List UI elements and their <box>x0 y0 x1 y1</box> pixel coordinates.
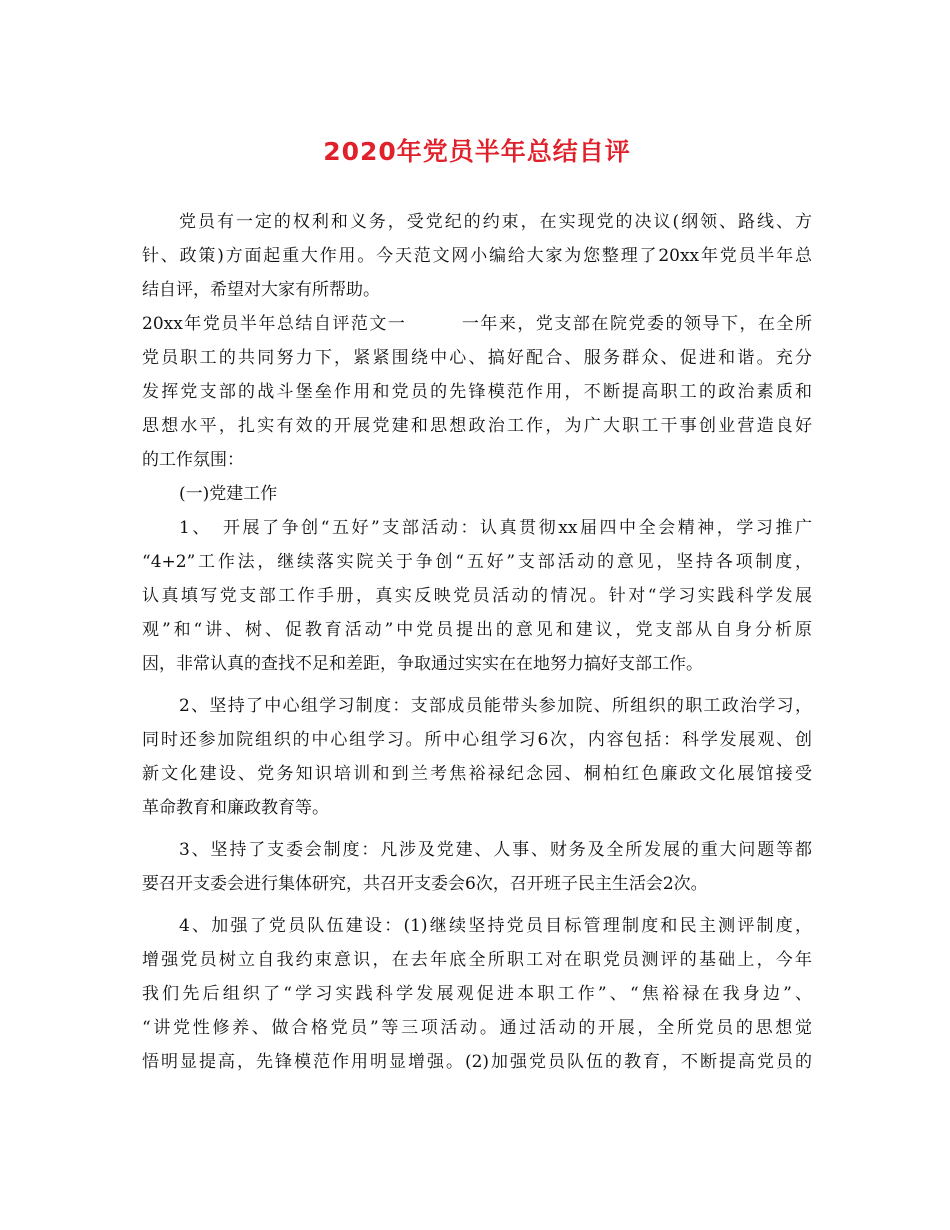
body-line: “4+2”工作法，继续落实院关于争创“五好”支部活动的意见，坚持各项制度， <box>142 552 812 572</box>
body-line: 结自评，希望对大家有所帮助。 <box>142 280 380 300</box>
body-line: 同时还参加院组织的中心组学习。所中心组学习6次，内容包括：科学发展观、创 <box>142 730 812 750</box>
body-line: 思想水平，扎实有效的开展党建和思想政治工作，为广大职工干事创业营造良好 <box>142 416 812 436</box>
body-line: 观”和“讲、树、促教育活动”中党员提出的意见和建议，党支部从自身分析原 <box>142 620 812 640</box>
body-line: “讲党性修养、做合格党员”等三项活动。通过活动的开展，全所党员的思想觉 <box>142 1018 812 1038</box>
body-line: 要召开支委会进行集体研究，共召开支委会6次，召开班子民主生活会2次。 <box>142 874 708 894</box>
body-line: 20xx年党员半年总结自评范文一 一年来，党支部在院党委的领导下，在全所 <box>142 314 812 334</box>
body-line: 我们先后组织了“学习实践科学发展观促进本职工作”、“焦裕禄在我身边”、 <box>142 984 812 1004</box>
section-heading: (一)党建工作 <box>179 484 278 504</box>
body-line: 党员有一定的权利和义务，受党纪的约束，在实现党的决议(纲领、路线、方 <box>179 212 812 232</box>
document-title: 2020年党员半年总结自评 <box>323 137 631 166</box>
body-line: 新文化建设、党务知识培训和到兰考焦裕禄纪念园、桐柏红色廉政文化展馆接受 <box>142 764 812 784</box>
document-body <box>142 205 812 1079</box>
body-line: 党员职工的共同努力下，紧紧围绕中心、搞好配合、服务群众、促进和谐。充分 <box>142 348 812 368</box>
body-line: 4、加强了党员队伍建设：(1)继续坚持党员目标管理制度和民主测评制度， <box>179 916 812 936</box>
body-line: 1、 开展了争创“五好”支部活动：认真贯彻xx届四中全会精神，学习推广 <box>179 518 812 538</box>
body-line: 针、政策)方面起重大作用。今天范文网小编给大家为您整理了20xx年党员半年总 <box>142 246 812 266</box>
body-line: 的工作氛围： <box>142 450 244 470</box>
body-line: 发挥党支部的战斗堡垒作用和党员的先锋模范作用，不断提高职工的政治素质和 <box>142 382 812 402</box>
body-line: 革命教育和廉政教育等。 <box>142 798 329 818</box>
body-line: 增强党员树立自我约束意识，在去年底全所职工对在职党员测评的基础上，今年 <box>142 950 812 970</box>
body-line: 因，非常认真的查找不足和差距，争取通过实实在在地努力搞好支部工作。 <box>142 654 703 674</box>
document-page <box>142 0 812 1230</box>
body-line: 3、坚持了支委会制度：凡涉及党建、人事、财务及全所发展的重大问题等都 <box>179 840 812 860</box>
body-line: 2、坚持了中心组学习制度：支部成员能带头参加院、所组织的职工政治学习， <box>179 696 812 716</box>
body-line: 悟明显提高，先锋模范作用明显增强。(2)加强党员队伍的教育，不断提高党员的 <box>142 1052 812 1072</box>
body-line: 认真填写党支部工作手册，真实反映党员活动的情况。针对“学习实践科学发展 <box>142 586 812 606</box>
